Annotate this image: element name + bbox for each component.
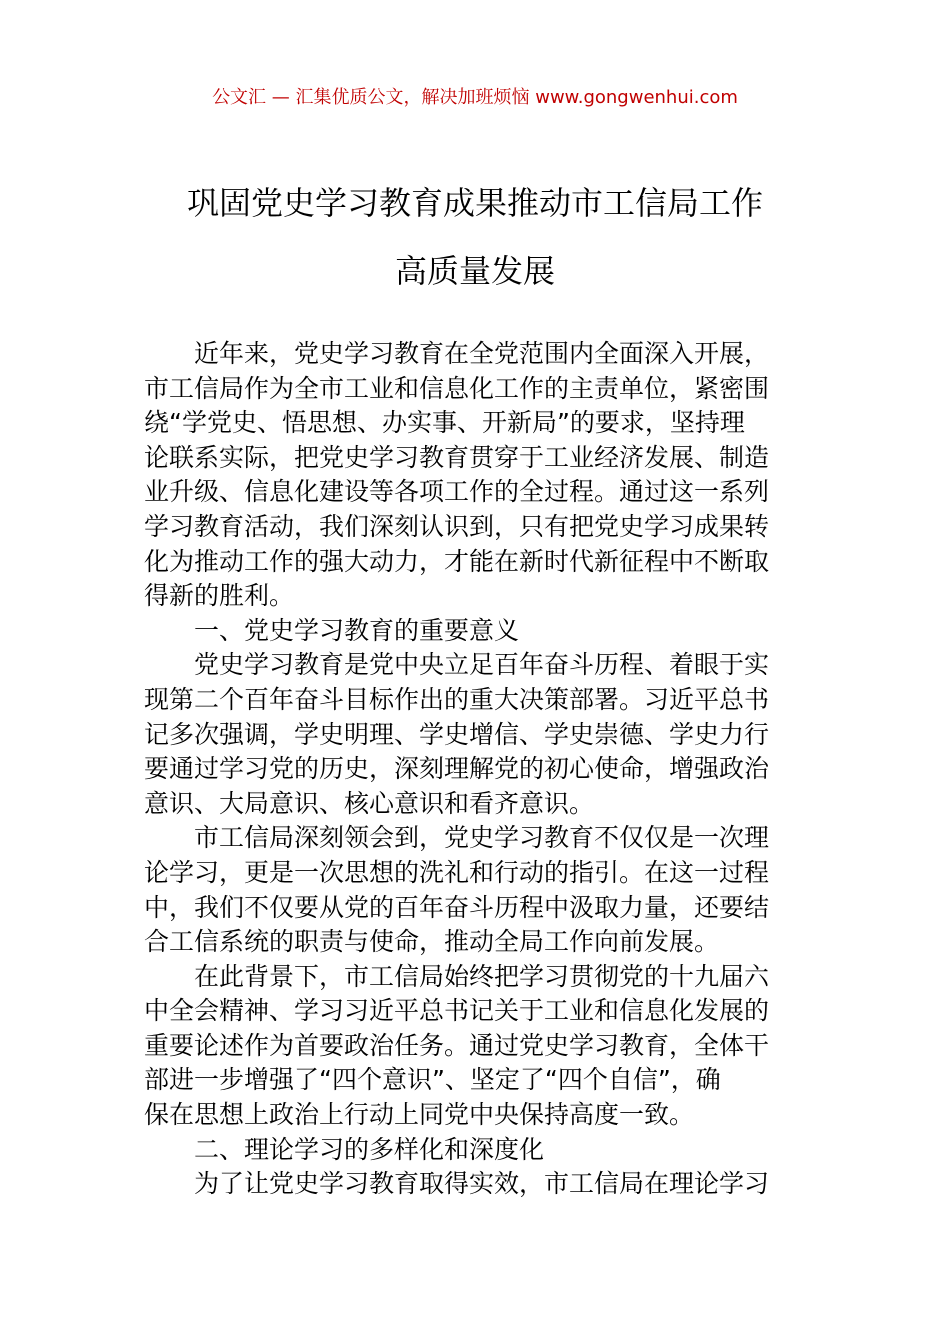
body-line: 要通过学习党的历史，深刻理解党的初心使命，增强政治 [144, 754, 770, 784]
body-line: 市工信局作为全市工业和信息化工作的主责单位，紧密围 [144, 373, 770, 403]
body-line: 中全会精神、学习习近平总书记关于工业和信息化发展的 [144, 996, 770, 1026]
section-heading-1: 一、党史学习教育的重要意义 [194, 615, 520, 645]
body-line: 重要论述作为首要政治任务。通过党史学习教育，全体干 [144, 1030, 770, 1060]
body-line: 中，我们不仅要从党的百年奋斗历程中汲取力量，还要结 [144, 892, 770, 922]
body-line: 近年来，党史学习教育在全党范围内全面深入开展， [194, 339, 770, 368]
body-line: 部进一步增强了“四个意识”、坚定了“四个自信”，确 [144, 1065, 721, 1095]
body-line: 业升级、信息化建设等各项工作的全过程。通过这一系列 [144, 477, 770, 507]
body-line: 论联系实际，把党史学习教育贯穿于工业经济发展、制造 [144, 442, 770, 472]
body-line: 现第二个百年奋斗目标作出的重大决策部署。习近平总书 [144, 684, 770, 714]
body-line: 学习教育活动，我们深刻认识到，只有把党史学习成果转 [144, 511, 770, 541]
body-line: 论学习，更是一次思想的洗礼和行动的指引。在这一过程 [144, 857, 770, 887]
body-line: 得新的胜利。 [144, 581, 295, 611]
document-title-line-1: 巩固党史学习教育成果推动市工信局工作 [186, 184, 763, 222]
section-heading-2: 二、理论学习的多样化和深度化 [194, 1134, 545, 1164]
body-line: 合工信系统的职责与使命，推动全局工作向前发展。 [144, 927, 720, 957]
header-banner: 公文汇 — 汇集优质公文，解决加班烦恼 www.gongwenhui.com [212, 87, 738, 108]
body-line: 意识、大局意识、核心意识和看齐意识。 [144, 788, 595, 818]
body-line: 市工信局深刻领会到，党史学习教育不仅仅是一次理 [194, 823, 770, 853]
body-line: 绕“学党史、悟思想、办实事、开新局”的要求，坚持理 [144, 408, 745, 438]
body-line: 党史学习教育是党中央立足百年奋斗历程、着眼于实 [194, 650, 770, 680]
document-body [144, 337, 806, 1202]
document-title-line-2: 高质量发展 [394, 252, 555, 290]
body-line: 为了让党史学习教育取得实效，市工信局在理论学习 [194, 1169, 770, 1199]
body-line: 保在思想上政治上行动上同党中央保持高度一致。 [144, 1100, 695, 1130]
body-line: 在此背景下，市工信局始终把学习贯彻党的十九届六 [194, 961, 770, 991]
body-line: 化为推动工作的强大动力，才能在新时代新征程中不断取 [144, 546, 770, 576]
body-line: 记多次强调，学史明理、学史增信、学史崇德、学史力行 [144, 719, 770, 749]
